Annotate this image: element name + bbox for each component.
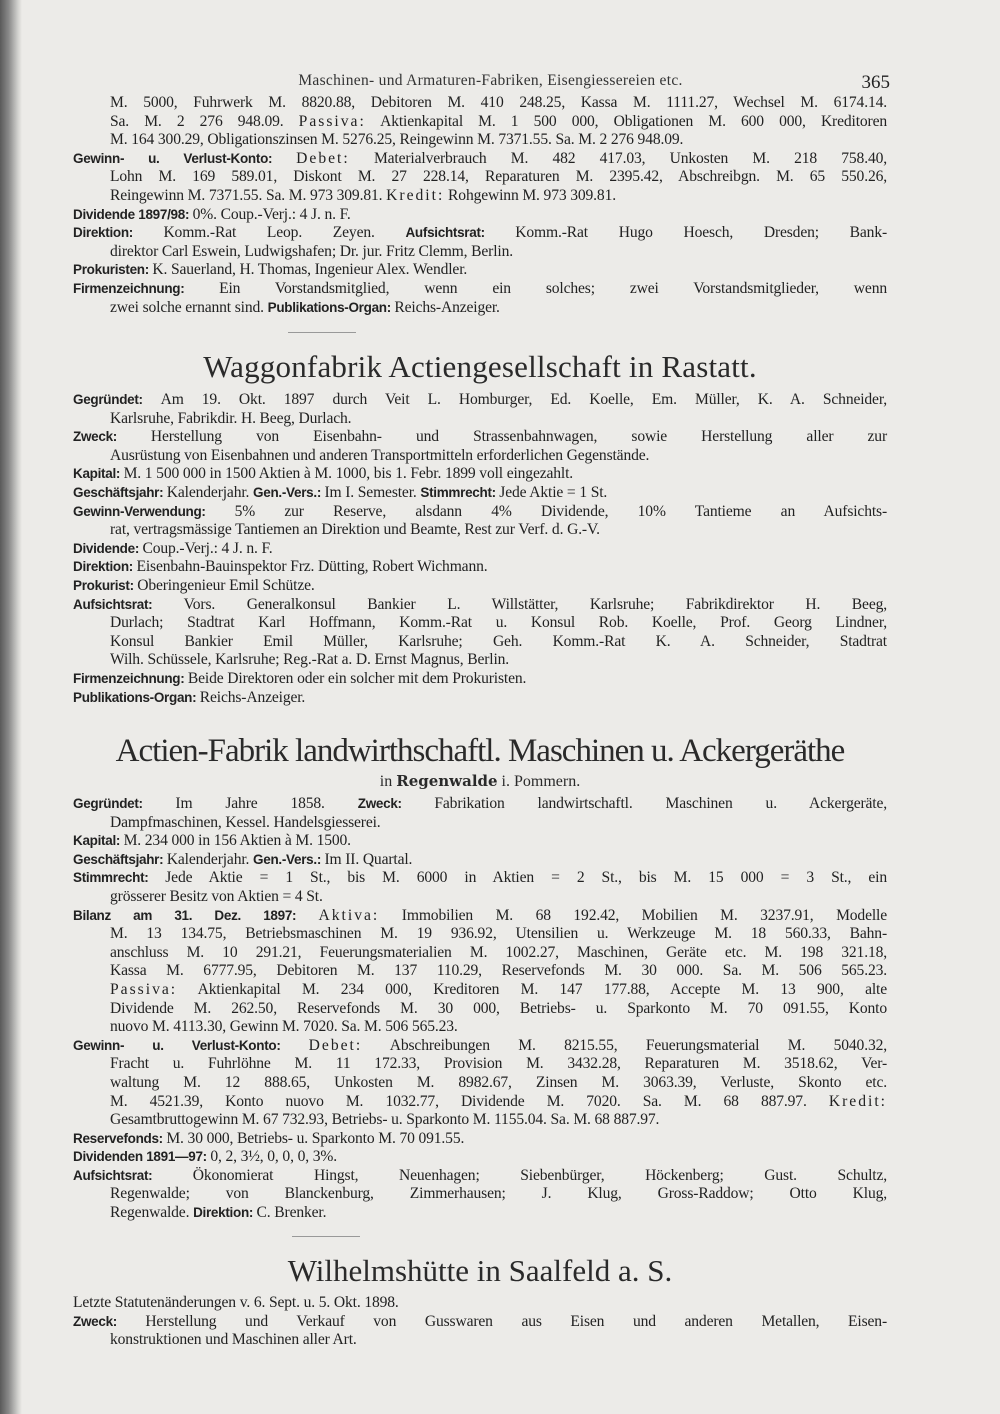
paragraph	[73, 1313, 887, 1350]
paragraph	[73, 1130, 887, 1149]
running-head	[0, 72, 1000, 94]
text-line	[73, 1037, 887, 1056]
text-line	[110, 447, 887, 466]
location-prefix: in	[379, 773, 397, 790]
paragraph	[73, 428, 887, 465]
field-text: Dividende M. 262.50, Reservefonds M. 30 000, Betriebs- u. Sparkonto M. 70 091.55, Konto	[110, 999, 887, 1017]
section-divider	[288, 332, 356, 333]
field-text: Ein Vorstandsmitglied, wenn ein solches; zwei Vorstandsmitglieder, wenn	[219, 279, 887, 297]
text-line	[110, 113, 887, 132]
text-line	[110, 1331, 887, 1350]
field-text: waltung M. 12 888.65, Unkosten M. 8982.67, Zinsen M. 3063.39, Verluste, Skonto etc.	[110, 1073, 887, 1091]
paragraph	[73, 465, 887, 484]
paragraph	[73, 206, 887, 225]
paragraph	[73, 907, 887, 1037]
field-text: Dampfmaschinen, Kessel. Handelsgiesserei.	[110, 813, 381, 831]
field-text: K. Sauerland, H. Thomas, Ingenieur Alex. Wendler.	[152, 261, 468, 279]
field-text: Im Jahre 1858.	[175, 795, 358, 812]
paragraph	[73, 1037, 887, 1130]
field-text: Reichs-Anzeiger.	[394, 298, 500, 316]
text-line	[110, 521, 887, 540]
field-label: Gewinn- u. Verlust-Konto:	[73, 150, 297, 166]
paragraph	[73, 540, 887, 559]
text-line	[110, 94, 887, 113]
field-label: Zweck:	[73, 1313, 146, 1329]
company-location	[73, 772, 887, 791]
text-line	[110, 243, 887, 262]
text-line	[73, 689, 887, 708]
text-line	[110, 981, 887, 1000]
field-label: Aufsichtsrat:	[73, 1167, 193, 1183]
text-line	[73, 1167, 887, 1186]
field-text: Regenwalde.	[110, 1204, 194, 1222]
field-text: Konsul Bankier Emil Müller, Karlsruhe; Geh. Komm.-Rat K. A. Schneider, Stadtrat	[110, 632, 887, 650]
field-text: Ökonomierat Hingst, Neuenhagen; Siebenbürger, Höckenberg; Gust. Schultz,	[192, 1166, 887, 1184]
text-line	[110, 168, 887, 187]
field-label: Gewinn- u. Verlust-Konto:	[73, 1037, 309, 1053]
field-label: Zweck:	[357, 796, 435, 811]
text-line	[73, 832, 887, 851]
field-label: Aufsichtsrat:	[73, 596, 184, 612]
field-label: Publikations-Organ:	[267, 299, 395, 315]
paragraph	[73, 670, 887, 689]
field-text: Beide Direktoren oder ein solcher mit dem Prokuristen.	[187, 669, 527, 687]
field-text: Kalenderjahr.	[166, 483, 254, 501]
text-line	[73, 224, 887, 243]
field-label: Firmenzeichnung:	[73, 280, 220, 296]
paragraph	[73, 1167, 887, 1223]
field-label: Firmenzeichnung:	[73, 670, 188, 686]
field-text: Herstellung von Eisenbahn- und Strassenbahnwagen, sowie Herstellung aller zur	[150, 428, 887, 446]
field-label: Bilanz am 31. Dez. 1897:	[73, 907, 319, 923]
text-line	[73, 577, 887, 596]
text-line	[110, 410, 887, 429]
text-line	[73, 869, 887, 888]
field-text: Coup.-Verj.: 4 J. n. F.	[142, 539, 273, 557]
field-text: anschluss M. 10 291.21, Feuerungsmaterialien M. 1002.27, Maschinen, Geräte etc. M. 198 321.18,	[110, 943, 887, 961]
text-line	[73, 1313, 887, 1332]
paragraph	[73, 558, 887, 577]
field-text: 0, 2, 3½, 0, 0, 0, 3%.	[210, 1148, 337, 1166]
field-text: Aktienkapital M. 234 000, Kreditoren M. 147 177.88, Accepte M. 13 900, alte	[177, 980, 887, 998]
field-text: Komm.-Rat Leop. Zeyen.	[163, 224, 406, 242]
field-text: Oberingenieur Emil Schütze.	[137, 576, 315, 594]
text-line	[73, 206, 887, 225]
paragraph	[73, 280, 887, 317]
field-text: Reichs-Anzeiger.	[199, 688, 306, 706]
field-text: Rohgewinn M. 973 309.81.	[444, 186, 616, 204]
text-line	[110, 1055, 887, 1074]
text-line	[110, 962, 887, 981]
field-text: Im II. Quartal.	[324, 850, 413, 868]
company-title-actien-fabrik: Actien-Fabrik landwirthschaftl. Maschinen u. Ackergeräthe	[115, 733, 845, 769]
field-text: Fracht u. Fuhrlöhne M. 11 172.33, Provision M. 3432.28, Reparaturen M. 3518.62, Ver-	[110, 1055, 887, 1073]
field-text: Eisenbahn-Bauinspektor Frz. Dütting, Robert Wichmann.	[136, 558, 488, 576]
text-line	[110, 888, 887, 907]
paragraph	[73, 391, 887, 428]
field-label: Direktion:	[73, 225, 164, 241]
field-text: Karlsruhe, Fabrikdir. H. Beeg, Durlach.	[110, 409, 352, 427]
text-line	[73, 484, 887, 503]
location-suffix: i. Pommern.	[497, 773, 581, 790]
field-text: Materialverbrauch M. 482 417.03, Unkosten M. 218 758.40,	[349, 149, 887, 167]
field-text: direktor Carl Eswein, Ludwigshafen; Dr. jur. Fritz Clemm, Berlin.	[110, 242, 513, 260]
field-text: Reingewinn M. 7371.55. Sa. M. 973 309.81.	[110, 186, 387, 204]
field-label: Dividenden 1891—97:	[73, 1149, 211, 1165]
field-text: Vors. Generalkonsul Bankier L. Willstätter, Karlsruhe; Fabrikdirektor H. Beeg,	[183, 595, 887, 613]
field-text: Gesamtbruttogewinn M. 67 732.93, Betriebs- u. Sparkonto M. 1155.04. Sa. M. 68 887.97.	[110, 1111, 660, 1129]
field-label: Gewinn-Verwendung:	[73, 503, 235, 519]
text-line	[110, 925, 887, 944]
paragraph	[73, 577, 887, 596]
paragraph	[73, 94, 887, 150]
field-text: konstruktionen und Maschinen aller Art.	[110, 1331, 357, 1349]
text-line	[110, 1074, 887, 1093]
field-text: nuovo M. 4113.30, Gewinn M. 7020. Sa. M. 506 565.23.	[110, 1018, 458, 1036]
text-line	[73, 540, 887, 559]
scan-binding-edge	[0, 0, 22, 1414]
text-line	[110, 633, 887, 652]
field-label: Publikations-Organ:	[73, 689, 200, 705]
text-line	[110, 1185, 887, 1204]
field-text: Komm.-Rat Hugo Hoesch, Dresden; Bank-	[515, 224, 888, 242]
field-text: M. 4521.39, Konto nuovo M. 1032.77, Dividende M. 7020. Sa. M. 68 887.97.	[110, 1092, 829, 1110]
field-text: 5% zur Reserve, alsdann 4% Dividende, 10% Tantieme an Aufsichts-	[234, 502, 887, 520]
spaced-label: Aktiva:	[318, 906, 380, 924]
paragraph	[73, 1294, 887, 1313]
text-line	[73, 907, 887, 926]
text-line	[110, 1018, 887, 1037]
text-line	[110, 1111, 887, 1130]
paragraph	[73, 150, 887, 206]
paragraph	[73, 832, 887, 851]
text-line	[73, 670, 887, 689]
paragraph	[73, 869, 887, 906]
text-line	[110, 814, 887, 833]
field-text: M. 30 000, Betriebs- u. Sparkonto M. 70 091.55.	[166, 1129, 465, 1147]
text-line	[110, 131, 887, 150]
spaced-label: Debet:	[308, 1036, 363, 1054]
section-actien-fabrik	[73, 795, 887, 1223]
field-label: Gegründet:	[73, 392, 161, 407]
section-continuation	[73, 94, 887, 317]
field-text: Regenwalde; von Blanckenburg, Zimmerhausen; J. Klug, Gross-Raddow; Otto Klug,	[110, 1185, 887, 1203]
location-place: Regenwalde	[396, 772, 498, 790]
text-line	[73, 503, 887, 522]
field-label: Prokuristen:	[73, 262, 153, 278]
field-text: Sa. M. 2 276 948.09.	[110, 112, 299, 130]
field-text: Aktienkapital M. 1 500 000, Obligationen M. 600 000, Kreditoren	[365, 112, 887, 130]
text-line	[110, 944, 887, 963]
field-text: M. 5000, Fuhrwerk M. 8820.88, Debitoren M. 410 248.25, Kassa M. 1111.27, Wechsel M. 6174.14.	[110, 94, 887, 111]
text-line	[73, 391, 887, 410]
field-label: Kapital:	[73, 833, 124, 849]
field-label: Reservefonds:	[73, 1130, 167, 1146]
field-label: Dividende 1897/98:	[73, 206, 193, 222]
text-line	[73, 1130, 887, 1149]
text-line	[110, 614, 887, 633]
field-text: Kalenderjahr.	[166, 850, 254, 868]
field-text: M. 1 500 000 in 1500 Aktien à M. 1000, bis 1. Febr. 1899 voll eingezahlt.	[123, 465, 574, 483]
field-text: Herstellung und Verkauf von Gusswaren aus Eisen und anderen Metallen, Eisen-	[145, 1312, 887, 1330]
running-head-title: Maschinen- und Armaturen-Fabriken, Eisengiessereien etc.	[298, 72, 683, 89]
text-line	[73, 465, 887, 484]
company-title-wilhelmshuette: Wilhelmshütte in Saalfeld a. S.	[287, 1253, 673, 1288]
field-text: Jede Aktie = 1 St., bis M. 6000 in Aktien = 2 St., bis M. 15 000 = 3 St., ein	[165, 869, 887, 887]
field-label: Zweck:	[73, 429, 151, 445]
text-line	[110, 1000, 887, 1019]
company-title-waggonfabrik: Waggonfabrik Actiengesellschaft in Rastatt.	[203, 349, 757, 384]
text-line	[110, 187, 887, 206]
field-label: Stimmrecht:	[73, 870, 166, 886]
text-line	[73, 795, 887, 814]
field-text: Im I. Semester.	[324, 483, 421, 501]
field-label: Geschäftsjahr:	[73, 484, 167, 500]
field-label: Gegründet:	[73, 796, 176, 811]
text-line	[73, 150, 887, 169]
field-label: Direktion:	[73, 559, 137, 575]
field-text: Am 19. Okt. 1897 durch Veit L. Homburger, Ed. Koelle, Em. Müller, K. A. Schneider,	[160, 391, 887, 408]
paragraph	[73, 484, 887, 503]
field-text: Letzte Statutenänderungen v. 6. Sept. u. 5. Okt. 1898.	[73, 1294, 399, 1311]
field-label: Gen.-Vers.:	[253, 484, 325, 500]
text-line	[73, 596, 887, 615]
field-text: Durlach; Stadtrat Karl Hoffmann, Komm.-Rat u. Konsul Rob. Koelle, Prof. Georg Lindner,	[110, 614, 887, 632]
spaced-label: Kredit:	[386, 186, 445, 204]
text-line	[73, 558, 887, 577]
text-line	[110, 651, 887, 670]
text-line	[73, 1148, 887, 1167]
field-label: Direktion:	[193, 1205, 257, 1221]
field-text: Kassa M. 6777.95, Debitoren M. 137 110.29, Reservefonds M. 30 000. Sa. M. 506 565.23.	[110, 962, 887, 980]
paragraph	[73, 503, 887, 540]
field-text: C. Brenker.	[256, 1204, 327, 1222]
paragraph	[73, 795, 887, 832]
text-line	[73, 1294, 887, 1313]
field-label: Kapital:	[73, 466, 124, 482]
field-text: Jede Aktie = 1 St.	[499, 483, 608, 501]
spaced-label: Passiva:	[110, 980, 178, 998]
spaced-label: Debet:	[296, 149, 350, 167]
field-text: Immobilien M. 68 192.42, Mobilien M. 3237.91, Modelle	[379, 906, 887, 924]
field-text: zwei solche ernannt sind.	[110, 298, 268, 316]
field-label: Dividende:	[73, 540, 143, 556]
field-label: Stimmrecht:	[420, 484, 500, 500]
text-line	[73, 280, 887, 299]
spaced-label: Passiva:	[298, 112, 366, 130]
field-text: grösserer Besitz von Aktien = 4 St.	[110, 887, 323, 905]
field-text: Fabrikation landwirtschaftl. Maschinen u. Ackergeräte,	[434, 795, 888, 812]
spaced-label: Kredit:	[828, 1092, 887, 1110]
section-wilhelmshuette	[73, 1294, 887, 1350]
field-label: Prokurist:	[73, 577, 138, 593]
field-text: 0%. Coup.-Verj.: 4 J. n. F.	[192, 205, 351, 223]
field-text: Ausrüstung von Eisenbahnen und anderen Transportmitteln erforderlichen Gegenstände.	[110, 446, 650, 464]
paragraph	[73, 1148, 887, 1167]
paragraph	[73, 261, 887, 280]
field-text: M. 234 000 in 156 Aktien à M. 1500.	[123, 832, 351, 850]
field-label: Geschäftsjahr:	[73, 851, 167, 867]
text-line	[110, 1093, 887, 1112]
paragraph	[73, 851, 887, 870]
text-line	[73, 261, 887, 280]
page-number: 365	[861, 72, 890, 93]
text-line	[110, 1204, 887, 1223]
field-text: M. 13 134.75, Betriebsmaschinen M. 19 936.92, Utensilien u. Werkzeuge M. 18 560.33, Bahn-	[110, 925, 887, 943]
text-line	[73, 428, 887, 447]
paragraph	[73, 596, 887, 670]
section-waggonfabrik	[73, 391, 887, 707]
paragraph	[73, 224, 887, 261]
text-line	[110, 299, 887, 318]
field-text: M. 164 300.29, Obligationszinsen M. 5276.25, Reingewinn M. 7371.55. Sa. M. 2 276 948.09.	[110, 131, 684, 149]
field-text: Wilh. Schüssele, Karlsruhe; Reg.-Rat a. D. Ernst Magnus, Berlin.	[110, 651, 510, 669]
field-text: Abschreibungen M. 8215.55, Feuerungsmaterial M. 5040.32,	[362, 1036, 887, 1054]
field-label: Aufsichtsrat:	[405, 225, 516, 241]
field-text: Lohn M. 169 589.01, Diskont M. 27 228.14, Reparaturen M. 2395.42, Abschreibgn. M. 65 550.26,	[110, 168, 887, 186]
field-text: rat, vertragsmässige Tantiemen an Direktion und Beamte, Rest zur Verf. d. G.-V.	[110, 521, 600, 539]
field-label: Gen.-Vers.:	[253, 851, 325, 867]
section-divider	[292, 1236, 360, 1237]
text-line	[73, 851, 887, 870]
paragraph	[73, 689, 887, 708]
